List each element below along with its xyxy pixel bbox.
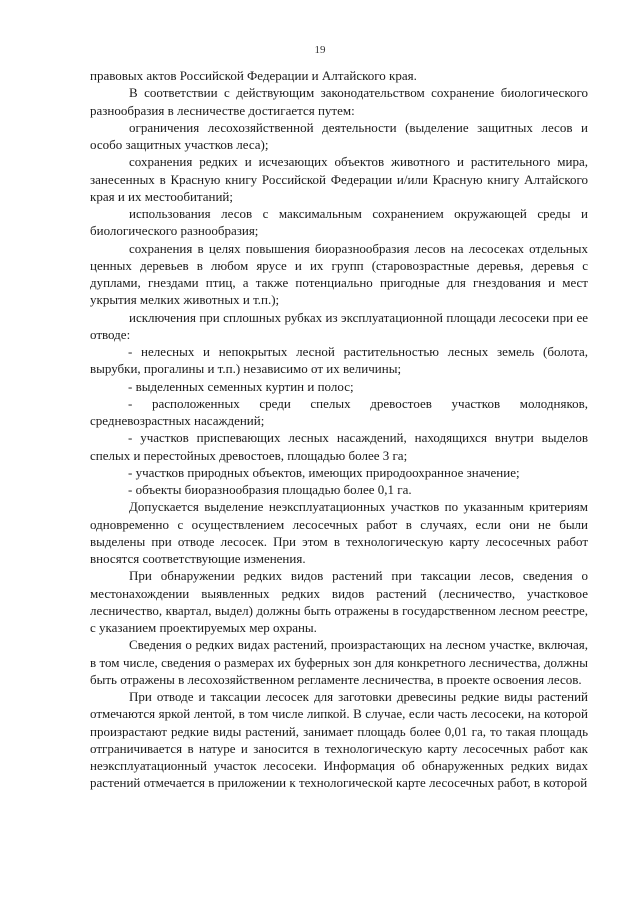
- list-item: - участков природных объектов, имеющих природоохранное значение;: [128, 464, 520, 480]
- paragraph: правовых актов Российской Федерации и Алтайского края.: [90, 68, 417, 83]
- list-item: - участков приспевающих лесных насаждений, находящихся внутри выделов спелых и перестойных древостоев, площадью более 3 га;: [90, 430, 588, 463]
- paragraph: В соответствии с действующим законодательством сохранение биологического разнообразия в лесничестве достигается путем:: [90, 85, 588, 118]
- paragraph: Допускается выделение неэксплуатационных участков по указанным критериям одновременно с осуществлением лесосечных работ в случаях, если они не были выделены при отводе лесосек. При этом в технологическую карту лесосечных работ вносятся соответствующие изменения.: [90, 499, 588, 566]
- paragraph: исключения при сплошных рубках из эксплуатационной площади лесосеки при ее отводе:: [90, 309, 588, 342]
- paragraph: сохранения в целях повышения биоразнообразия лесов на лесосеках отдельных ценных деревьев в любом ярусе и их групп (старовозрастные деревья, деревья с дуплами, гнездами птиц, а также потенциально пригодные для гнездования и мест укрытия мелких животных и т.п.);: [90, 240, 588, 308]
- list-item: - объекты биоразнообразия площадью более 0,1 га.: [128, 482, 412, 497]
- paragraph: При отводе и таксации лесосек для заготовки древесины редкие виды растений отмечаются яркой лентой, в том числе липкой. В случае, если часть лесосеки, на которой произрастают редкие виды растений, занимает площадь более 0,01 га, то такая площадь отграничивается в натуре и заносится в технологическую карту лесосечных работ как неэксплуатационный участок лесосеки. Информация об обнаруженных редких видах растений отмечается в приложении к технологической карте лесосечных работ, в которой: [90, 689, 588, 791]
- paragraph: Сведения о редких видах растений, произрастающих на лесном участке, включая, в том числе, сведения о размерах их буферных зон для конкретного лесничества, должны быть отражены в лесохозяйственном регламенте лесничества, в проекте освоения лесов.: [90, 637, 588, 687]
- list-item: - расположенных среди спелых древостоев участков молодняков, средневозрастных насаждений;: [90, 395, 588, 428]
- list-item: - нелесных и непокрытых лесной растительностью лесных земель (болота, вырубки, прогалины и т.п.) независимо от их величины;: [90, 344, 588, 377]
- paragraph: использования лесов с максимальным сохранением окружающей среды и биологического разнообразия;: [90, 206, 588, 239]
- list-item: - выделенных семенных куртин и полос;: [128, 378, 354, 394]
- paragraph: ограничения лесохозяйственной деятельности (выделение защитных лесов и особо защитных участков леса);: [90, 119, 588, 152]
- paragraph: сохранения редких и исчезающих объектов животного и растительного мира, занесенных в Красную книгу Российской Федерации и/или Красную книгу Алтайского края и их местообитаний;: [90, 154, 588, 204]
- paragraph: При обнаружении редких видов растений при таксации лесов, сведения о местонахождении выявленных редких видов растений (лесничество, участковое лесничество, квартал, выдел) должны быть отражены в государственном лесном реестре, с указанием проектируемых мер охраны.: [90, 568, 588, 635]
- page-number: 19: [314, 44, 326, 56]
- document-body: [90, 67, 588, 792]
